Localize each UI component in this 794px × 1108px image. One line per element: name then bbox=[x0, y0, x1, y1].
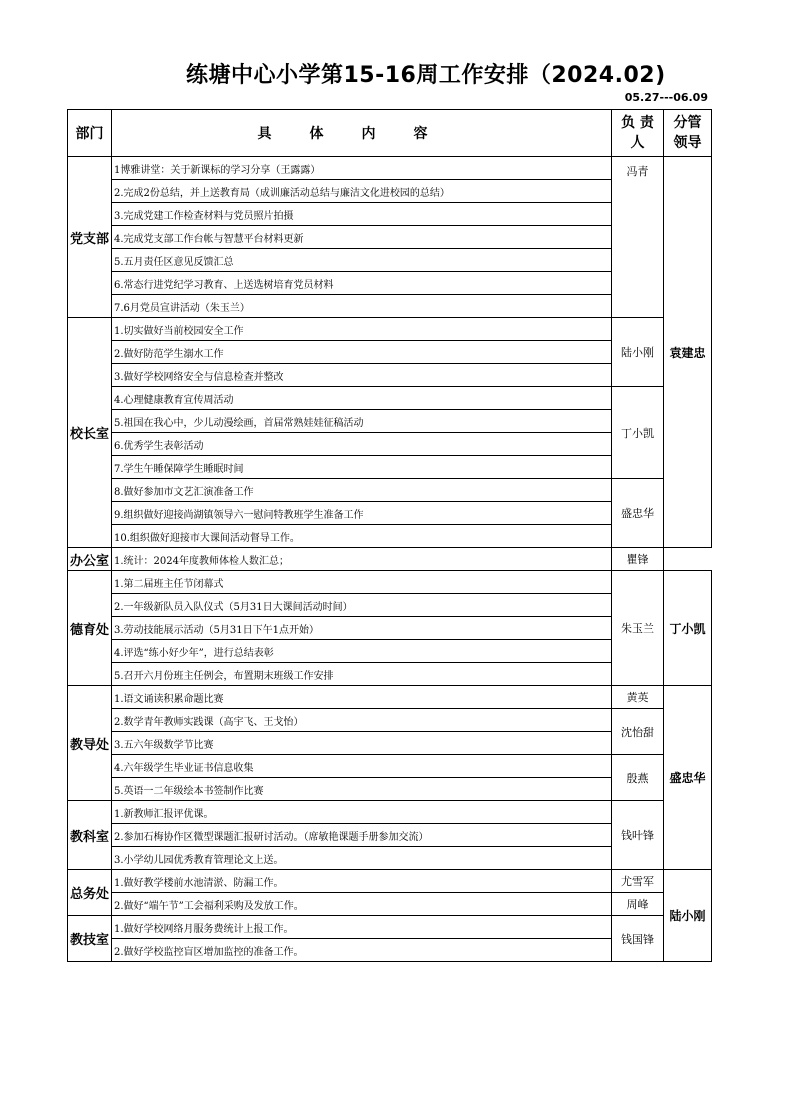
task-item: 3.劳动技能展示活动（5月31日下午1点开始） bbox=[112, 617, 612, 640]
table-row bbox=[68, 387, 712, 410]
table-row bbox=[68, 479, 712, 502]
schedule-table bbox=[67, 109, 712, 962]
page-title: 练塘中心小学第15-16周工作安排（2024.02) bbox=[186, 63, 666, 88]
lead-header-line2: 领导 bbox=[673, 135, 702, 151]
owner-cell: 朱玉兰 bbox=[612, 571, 664, 686]
lead-cell: 陆小刚 bbox=[664, 870, 712, 962]
table-row bbox=[68, 893, 712, 916]
task-item: 1.做好教学楼前水池清淤、防漏工作。 bbox=[112, 870, 612, 893]
owner-cell: 盛忠华 bbox=[612, 479, 664, 548]
task-item: 3.五六年级数学节比赛 bbox=[112, 732, 612, 755]
task-item: 1.统计：2024年度教师体检人数汇总； bbox=[112, 548, 612, 571]
task-item: 10.组织做好迎接市大课间活动督导工作。 bbox=[112, 525, 612, 548]
dept-academic-affairs: 教导处 bbox=[68, 686, 112, 801]
table-row bbox=[68, 157, 712, 180]
task-item: 2.完成2份总结，并上送教育局（成训廉活动总结与廉洁文化进校园的总结） bbox=[112, 180, 612, 203]
task-item: 8.做好参加市文艺汇演准备工作 bbox=[112, 479, 612, 502]
table-row bbox=[68, 548, 712, 571]
table-row bbox=[68, 755, 712, 778]
task-item: 5.英语一二年级绘本书签制作比赛 bbox=[112, 778, 612, 801]
owner-cell: 黄英 bbox=[612, 686, 664, 709]
dept-party-branch: 党支部 bbox=[68, 157, 112, 318]
task-item: 6.常态行进党纪学习教育、上送选树培育党员材料 bbox=[112, 272, 612, 295]
dept-moral-education: 德育处 bbox=[68, 571, 112, 686]
owner-header bbox=[612, 110, 664, 157]
task-item: 6.优秀学生表彰活动 bbox=[112, 433, 612, 456]
task-item: 7.学生午睡保障学生睡眠时间 bbox=[112, 456, 612, 479]
owner-header-line1: 负 责 bbox=[621, 115, 654, 131]
task-item: 2.一年级新队员入队仪式（5月31日大课间活动时间） bbox=[112, 594, 612, 617]
task-item: 4.六年级学生毕业证书信息收集 bbox=[112, 755, 612, 778]
task-item: 5.召开六月份班主任例会，布置期末班级工作安排 bbox=[112, 663, 612, 686]
dept-general-affairs: 总务处 bbox=[68, 870, 112, 916]
task-item: 9.组织做好迎接尚湖镇领导六一慰问特教班学生准备工作 bbox=[112, 502, 612, 525]
owner-cell: 周峰 bbox=[612, 893, 664, 916]
task-item: 7.6月党员宣讲活动（朱玉兰） bbox=[112, 295, 612, 318]
owner-cell: 冯青 bbox=[612, 157, 664, 318]
task-item: 2.数学青年教师实践课（高宇飞、王戈怡） bbox=[112, 709, 612, 732]
task-item: 1.切实做好当前校园安全工作 bbox=[112, 318, 612, 341]
table-row bbox=[68, 686, 712, 709]
task-item: 1.第二届班主任节闭幕式 bbox=[112, 571, 612, 594]
task-item: 4.心理健康教育宣传周活动 bbox=[112, 387, 612, 410]
lead-cell: 袁建忠 bbox=[664, 157, 712, 548]
owner-cell: 瞿锋 bbox=[612, 548, 664, 571]
task-item: 1.语文诵读积累命题比赛 bbox=[112, 686, 612, 709]
task-item: 5.祖国在我心中，少儿动漫绘画，首届常熟娃娃征稿活动 bbox=[112, 410, 612, 433]
owner-cell: 钱国锋 bbox=[612, 916, 664, 962]
owner-cell: 尤雪军 bbox=[612, 870, 664, 893]
dept-tech-office: 教技室 bbox=[68, 916, 112, 962]
task-item: 3.完成党建工作检查材料与党员照片拍摄 bbox=[112, 203, 612, 226]
owner-cell: 钱叶锋 bbox=[612, 801, 664, 870]
date-range: 05.27---06.09 bbox=[624, 91, 708, 104]
dept-research-office: 教科室 bbox=[68, 801, 112, 870]
dept-header: 部门 bbox=[68, 110, 112, 157]
task-item: 2.参加石梅协作区微型课题汇报研讨活动。（席敏艳课题手册参加交流） bbox=[112, 824, 612, 847]
task-item: 2.做好防范学生溺水工作 bbox=[112, 341, 612, 364]
task-item: 2.做好学校监控盲区增加监控的准备工作。 bbox=[112, 939, 612, 962]
table-row bbox=[68, 571, 712, 594]
task-item: 1.新教师汇报评优课。 bbox=[112, 801, 612, 824]
task-item: 4.评选“练小好少年”，进行总结表彰 bbox=[112, 640, 612, 663]
table-row bbox=[68, 801, 712, 824]
owner-cell: 沈怡甜 bbox=[612, 709, 664, 755]
table-row bbox=[68, 318, 712, 341]
task-item: 1.做好学校网络月服务费统计上报工作。 bbox=[112, 916, 612, 939]
owner-header-line2: 人 bbox=[630, 135, 645, 151]
task-item: 2.做好“端午节”工会福利采购及发放工作。 bbox=[112, 893, 612, 916]
content-header: 具体内容 bbox=[112, 110, 612, 157]
table-row bbox=[68, 709, 712, 732]
task-item: 4.完成党支部工作台帐与智慧平台材料更新 bbox=[112, 226, 612, 249]
owner-cell: 丁小凯 bbox=[612, 387, 664, 479]
task-item: 1博雅讲堂：关于新课标的学习分享（王露露） bbox=[112, 157, 612, 180]
task-item: 3.小学幼儿园优秀教育管理论文上送。 bbox=[112, 847, 612, 870]
lead-cell: 盛忠华 bbox=[664, 686, 712, 870]
task-item: 5.五月责任区意见反馈汇总 bbox=[112, 249, 612, 272]
dept-general-office: 办公室 bbox=[68, 548, 112, 571]
table-row bbox=[68, 870, 712, 893]
lead-header-line1: 分管 bbox=[673, 115, 702, 131]
table-row bbox=[68, 916, 712, 939]
owner-cell: 殷燕 bbox=[612, 755, 664, 801]
owner-cell: 陆小刚 bbox=[612, 318, 664, 387]
lead-header bbox=[664, 110, 712, 157]
header-row bbox=[68, 110, 712, 157]
lead-cell: 丁小凯 bbox=[664, 571, 712, 686]
task-item: 3.做好学校网络安全与信息检查并整改 bbox=[112, 364, 612, 387]
dept-principal-office: 校长室 bbox=[68, 318, 112, 548]
